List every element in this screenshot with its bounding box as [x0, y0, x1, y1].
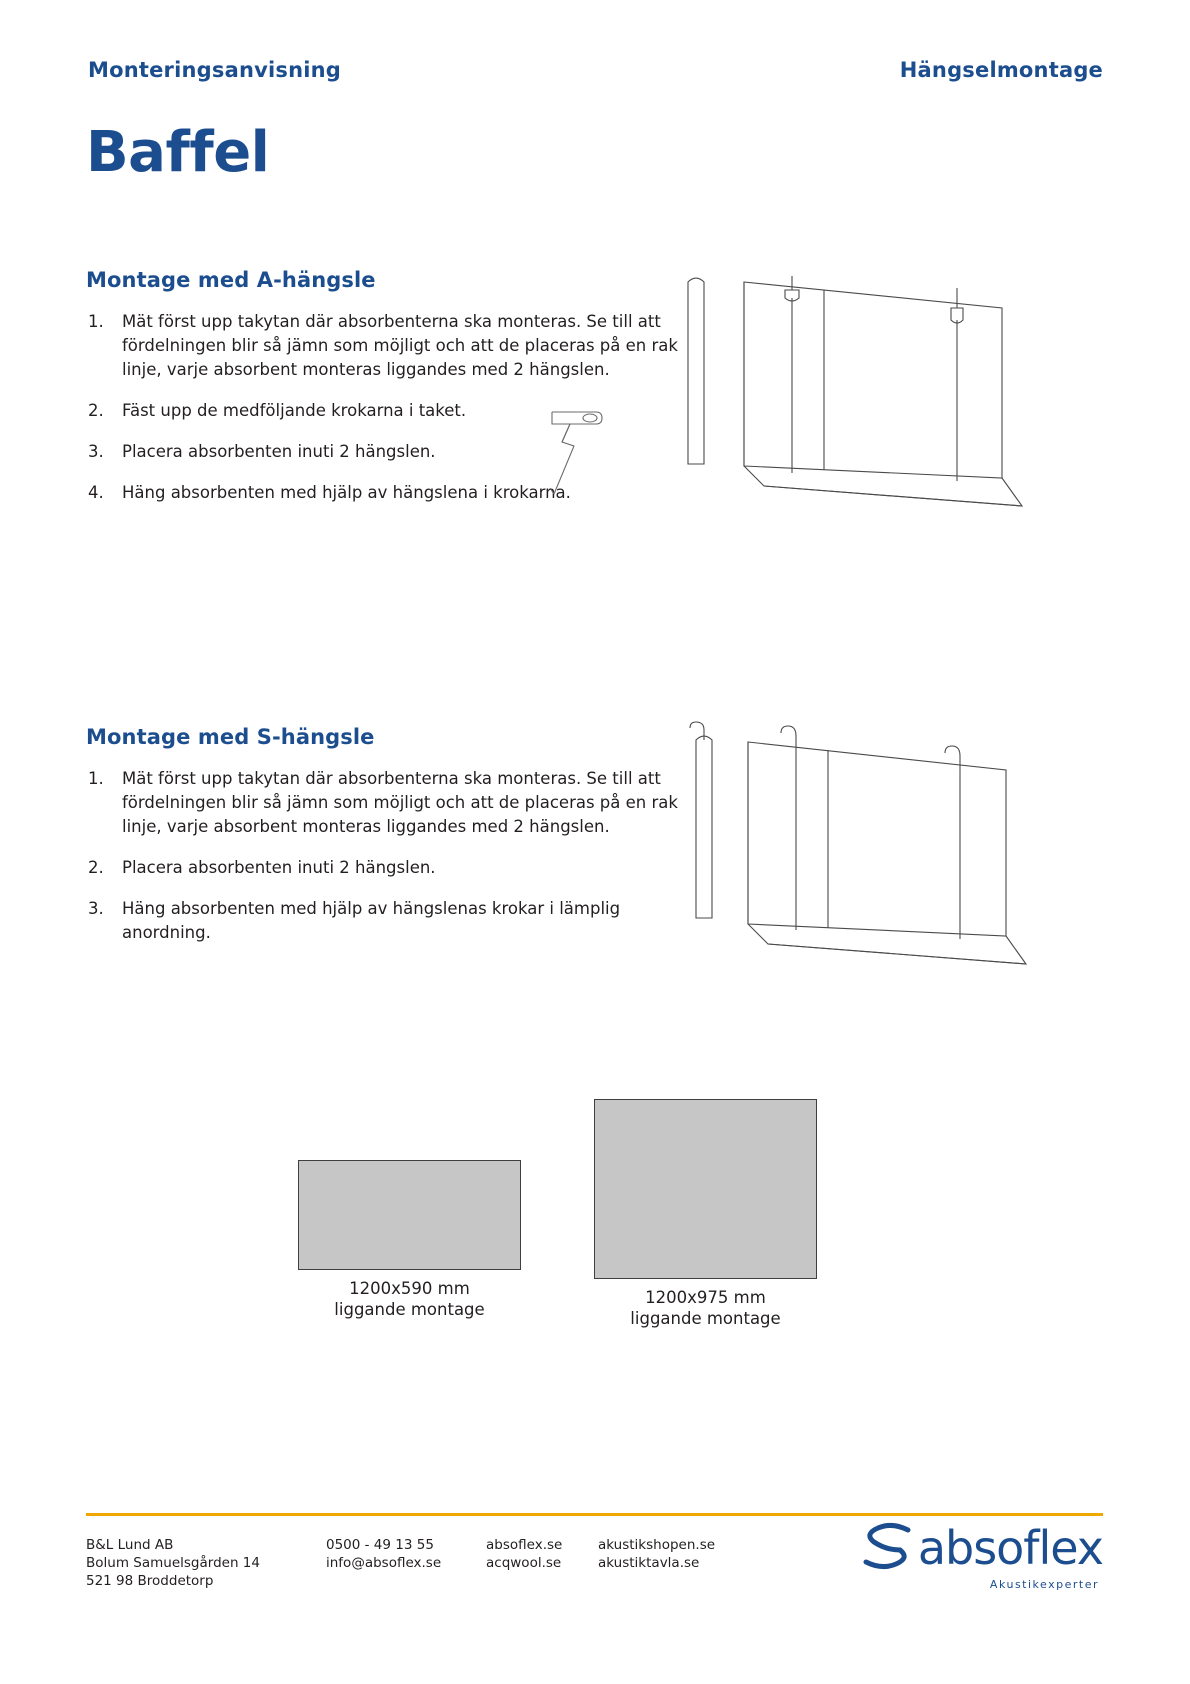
- list-item: [86, 856, 686, 880]
- footer-postal: 521 98 Broddetorp: [86, 1573, 214, 1590]
- step-number: 4.: [88, 482, 104, 502]
- swatch-rectangle: [298, 1160, 521, 1270]
- section-s-hangsle: [86, 725, 686, 962]
- step-number: 3.: [88, 898, 104, 918]
- step-number: 2.: [88, 400, 104, 420]
- absoflex-mark-icon: [856, 1520, 918, 1576]
- swatch-rectangle: [594, 1099, 817, 1279]
- step-text: Häng absorbenten med hjälp av hängslenas krokar i lämplig anordning.: [122, 898, 621, 942]
- s-hanger-mounting-diagram: [672, 718, 1037, 992]
- step-text: Placera absorbenten inuti 2 hängslen.: [122, 441, 436, 461]
- footer-sites-column-2: [598, 1536, 798, 1591]
- list-item: [86, 310, 686, 382]
- list-item: [86, 897, 686, 945]
- swatch-caption: [594, 1287, 817, 1330]
- section-a-title: Montage med A-hängsle: [86, 268, 376, 292]
- footer-sites-column-1: [486, 1536, 598, 1591]
- step-number: 2.: [88, 857, 104, 877]
- step-text: Mät först upp takytan där absorbenterna ska monteras. Se till att fördelningen blir så jämn som möjligt och att de placeras på en rak linje, varje absorbent monteras liggandes med 2 hängslen.: [122, 312, 678, 379]
- logo-wordmark: absoflex: [917, 1521, 1103, 1575]
- swatch-dimension: 1200x975 mm: [645, 1288, 766, 1307]
- footer-divider: [86, 1513, 1103, 1516]
- section-s-steps: [86, 767, 686, 945]
- step-text: Fäst upp de medföljande krokarna i taket.: [122, 400, 467, 420]
- step-text: Häng absorbenten med hjälp av hängslena i krokarna.: [122, 482, 571, 502]
- step-number: 1.: [88, 769, 104, 788]
- header-right-label: Hängselmontage: [899, 58, 1103, 82]
- footer-site-acqwool[interactable]: acqwool.se: [486, 1555, 562, 1572]
- step-text: Mät först upp takytan där absorbenterna ska monteras. Se till att fördelningen blir så jämn som möjligt och att de placeras på en rak linje, varje absorbent monteras liggandes med 2 hängslen.: [122, 769, 678, 836]
- footer-company: B&L Lund AB: [86, 1537, 174, 1553]
- document-header: [88, 58, 1103, 82]
- step-number: 1.: [88, 312, 104, 331]
- footer-address-column: [86, 1536, 326, 1591]
- page-title: Baffel: [86, 120, 270, 185]
- logo-tagline: Akustikexperter: [989, 1578, 1099, 1591]
- footer-email[interactable]: info@absoflex.se: [326, 1555, 442, 1572]
- footer-address: Bolum Samuelsgården 14: [86, 1555, 260, 1572]
- swatch-orientation: liggande montage: [334, 1300, 485, 1320]
- document-footer: [86, 1521, 1103, 1591]
- step-number: 3.: [88, 441, 104, 461]
- logo-row: [811, 1520, 1103, 1576]
- list-item: [86, 767, 686, 839]
- swatch-caption: [298, 1278, 521, 1321]
- footer-site-absoflex[interactable]: absoflex.se: [486, 1537, 563, 1553]
- size-swatch-large: [594, 1099, 817, 1330]
- absoflex-logo: [811, 1520, 1103, 1591]
- a-hanger-mounting-diagram: [672, 268, 1037, 537]
- header-left-label: Monteringsanvisning: [88, 58, 342, 82]
- swatch-dimension: 1200x590 mm: [349, 1279, 470, 1298]
- footer-contact-column: [326, 1536, 486, 1591]
- section-s-title: Montage med S-hängsle: [86, 725, 375, 749]
- footer-site-akustiktavla[interactable]: akustiktavla.se: [598, 1555, 700, 1572]
- swatch-orientation: liggande montage: [630, 1309, 781, 1329]
- footer-site-akustikshopen[interactable]: akustikshopen.se: [598, 1537, 716, 1553]
- step-text: Placera absorbenten inuti 2 hängslen.: [122, 857, 436, 877]
- ceiling-hook-illustration: [540, 408, 610, 502]
- footer-phone: 0500 - 49 13 55: [326, 1537, 434, 1553]
- size-swatch-small: [298, 1160, 521, 1321]
